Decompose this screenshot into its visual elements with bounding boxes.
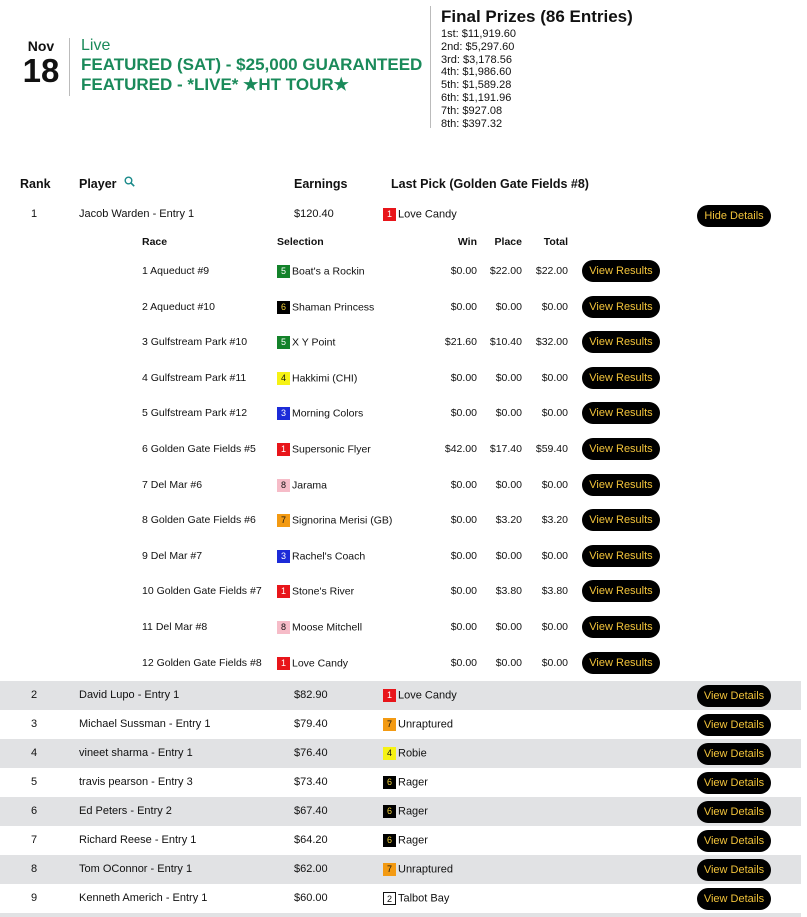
place-value: $0.00 [495,371,522,384]
place-value: $22.00 [489,265,522,277]
post-number-badge: 7 [383,863,396,876]
race-name: 1 Aqueduct #9 [142,265,210,277]
row-last-pick [383,834,428,847]
race-detail-row [0,296,801,318]
race-detail-row [0,438,801,460]
hide-details-button[interactable]: Hide Details [697,205,771,227]
selection [277,336,335,349]
view-details-button[interactable]: View Details [697,743,771,765]
row-player[interactable]: Tom OConnor - Entry 1 [79,863,193,875]
race-name: 6 Golden Gate Fields #5 [142,443,256,455]
post-number-badge: 1 [277,657,290,670]
view-results-button[interactable]: View Results [582,367,660,389]
pick-name: Robie [398,747,427,760]
race-detail-row [0,580,801,602]
race-detail-row [0,652,801,674]
row-last-pick [383,863,453,876]
pick-name: Talbot Bay [398,892,450,905]
selection-name: Jarama [292,478,328,491]
selection [277,657,348,670]
table-row [0,855,801,884]
view-results-button[interactable]: View Results [582,652,660,674]
selection [277,443,371,456]
table-row [0,710,801,739]
row-last-pick [383,718,453,731]
selection-header: Selection [277,236,324,248]
place-value: $0.00 [495,549,522,562]
view-details-button[interactable]: View Details [697,801,771,823]
row-rank: 6 [31,805,38,817]
win-value: $0.00 [450,585,477,598]
place-value: $3.80 [495,585,522,598]
player-header-label: Player [79,177,117,191]
race-header: Race [142,236,168,248]
win-header: Win [457,236,477,248]
total-value: $0.00 [541,549,568,562]
place-value: $17.40 [489,443,522,455]
row-earnings: $62.00 [294,863,328,875]
total-value: $59.40 [535,443,568,455]
post-number-badge: 5 [277,336,290,349]
selection [277,265,365,278]
row-last-pick [383,805,428,818]
row-earnings: $82.90 [294,689,328,701]
row-player[interactable]: Jacob Warden - Entry 1 [79,208,195,220]
row-earnings: $79.40 [294,718,328,730]
selection-name: Rachel's Coach [292,550,366,563]
row-rank: 3 [31,718,38,730]
table-row [0,797,801,826]
place-value: $10.40 [489,336,522,349]
row-rank: 5 [31,776,38,788]
place-value: $0.00 [495,478,522,491]
row-last-pick [383,892,449,905]
selection-name: Signorina Merisi (GB) [292,514,393,527]
post-number-badge: 7 [277,514,290,527]
prize-item: 1st: $11,919.60 [441,28,517,40]
race-name: 12 Golden Gate Fields #8 [142,656,262,669]
selection [277,372,357,385]
row-earnings: $60.00 [294,892,328,904]
win-value: $0.00 [450,656,477,669]
selection-name: Stone's River [292,585,355,598]
total-value: $0.00 [541,371,568,384]
place-value: $0.00 [495,656,522,669]
row-player[interactable]: vineet sharma - Entry 1 [79,747,193,759]
selection [277,407,363,420]
view-details-button[interactable]: View Details [697,830,771,852]
row-earnings: $120.40 [294,208,334,220]
pick-name: Love Candy [398,689,457,702]
race-name: 10 Golden Gate Fields #7 [142,585,262,598]
post-number-badge: 1 [383,689,396,702]
selection-name: Moose Mitchell [292,621,363,634]
row-player[interactable]: David Lupo - Entry 1 [79,689,180,701]
race-detail-row [0,402,801,424]
place-value: $0.00 [495,407,522,420]
prize-item: 6th: $1,191.96 [441,91,512,104]
post-number-badge: 3 [277,407,290,420]
prize-list [441,28,633,130]
selection [277,621,362,634]
race-name: 4 Gulfstream Park #11 [142,371,247,384]
table-row-expanded [0,205,801,225]
prizes-heading: Final Prizes (86 Entries) [441,7,633,26]
win-value: $0.00 [450,300,477,313]
race-name: 3 Gulfstream Park #10 [142,336,248,349]
row-rank: 1 [31,208,38,220]
post-number-badge: 8 [277,479,290,492]
table-row [0,913,801,917]
table-row [0,768,801,797]
row-last-pick [383,208,457,221]
win-value: $0.00 [450,514,477,527]
total-value: $0.00 [541,621,568,633]
selection [277,585,354,598]
table-row [0,681,801,710]
details-header [0,236,801,250]
row-earnings: $76.40 [294,747,328,759]
table-row [0,884,801,913]
total-value: $0.00 [541,656,568,669]
race-detail-row [0,474,801,496]
row-player[interactable]: travis pearson - Entry 3 [79,776,193,788]
event-status: Live [81,37,111,54]
selection-name: Supersonic Flyer [292,443,371,456]
selection-name: Shaman Princess [292,300,375,313]
row-player[interactable]: Ed Peters - Entry 2 [79,805,172,817]
total-value: $0.00 [541,300,568,313]
win-value: $21.60 [444,336,477,349]
row-rank: 2 [31,689,38,701]
post-number-badge: 6 [277,301,290,314]
selection-name: Love Candy [292,656,349,669]
table-row [0,739,801,768]
post-number-badge: 4 [383,747,396,760]
event-date [20,38,62,88]
row-player[interactable]: Kenneth Americh - Entry 1 [79,892,208,904]
pick-name: Rager [398,805,428,818]
selection [277,301,374,314]
post-number-badge: 4 [277,372,290,385]
row-earnings: $67.40 [294,805,328,817]
post-number-badge: 1 [383,208,396,221]
row-earnings: $64.20 [294,834,328,846]
view-results-button[interactable]: View Results [582,474,660,496]
race-detail-row [0,260,801,282]
post-number-badge: 6 [383,776,396,789]
race-name: 11 Del Mar #8 [142,621,208,633]
race-detail-row [0,509,801,531]
race-detail-row [0,331,801,353]
view-results-button[interactable]: View Results [582,509,660,531]
post-number-badge: 8 [277,621,290,634]
prize-item: 8th: $397.32 [441,117,503,130]
row-last-pick [383,689,457,702]
prize-item: 4th: $1,986.60 [441,66,512,79]
row-rank: 7 [31,834,38,846]
search-icon[interactable] [124,176,135,190]
view-details-button[interactable]: View Details [697,888,771,910]
row-player[interactable]: Michael Sussman - Entry 1 [79,718,211,730]
earnings-header: Earnings [294,177,348,191]
race-detail-row [0,545,801,567]
race-name: 8 Golden Gate Fields #6 [142,514,256,527]
post-number-badge: 7 [383,718,396,731]
total-value: $0.00 [541,407,568,420]
win-value: $0.00 [450,621,477,633]
win-value: $42.00 [444,443,477,455]
post-number-badge: 2 [383,892,396,905]
place-value: $0.00 [495,621,522,633]
event-title-block [81,37,422,95]
row-last-pick [383,776,428,789]
divider [430,6,431,128]
row-player[interactable]: Richard Reese - Entry 1 [79,834,197,846]
total-value: $0.00 [541,478,568,491]
view-details-button[interactable]: View Details [697,772,771,794]
event-subtitle: FEATURED - *LIVE* ★HT TOUR★ [81,75,349,94]
selection [277,514,392,527]
total-value: $3.20 [541,514,568,527]
selection-name: Boat's a Rockin [292,265,365,278]
prize-item: 3rd: $3,178.56 [441,53,512,66]
post-number-badge: 3 [277,550,290,563]
post-number-badge: 6 [383,805,396,818]
table-row [0,826,801,855]
win-value: $0.00 [450,265,477,277]
event-month: Nov [27,38,55,54]
row-rank: 9 [31,892,38,904]
row-rank: 8 [31,863,38,875]
divider [69,38,70,96]
race-name: 5 Gulfstream Park #12 [142,407,248,420]
view-details-button[interactable]: View Details [697,685,771,707]
row-rank: 4 [31,747,38,759]
race-name: 7 Del Mar #6 [142,478,203,491]
view-details-button[interactable]: View Details [697,714,771,736]
event-title: FEATURED (SAT) - $25,000 GUARANTEED [81,55,423,74]
selection [277,550,365,563]
pick-name: Rager [398,776,428,789]
place-value: $3.20 [495,514,522,527]
pick-name: Love Candy [398,208,457,221]
place-header: Place [494,236,522,248]
win-value: $0.00 [450,478,477,491]
rank-header: Rank [20,177,51,191]
view-results-button[interactable]: View Results [582,260,660,282]
event-day: 18 [22,52,60,89]
view-results-button[interactable]: View Results [582,580,660,602]
pick-name: Rager [398,834,428,847]
view-results-button[interactable]: View Results [582,402,660,424]
post-number-badge: 1 [277,585,290,598]
win-value: $0.00 [450,549,477,562]
view-details-button[interactable]: View Details [697,859,771,881]
race-name: 9 Del Mar #7 [142,549,203,562]
total-value: $3.80 [541,585,568,598]
view-results-button[interactable]: View Results [582,616,660,638]
selection-name: X Y Point [292,336,336,349]
prize-item: 7th: $927.08 [441,104,503,117]
win-value: $0.00 [450,371,477,384]
pick-name: Unraptured [398,718,454,731]
player-header [79,177,135,191]
race-detail-row [0,367,801,389]
race-detail-row [0,616,801,638]
total-value: $22.00 [535,265,568,277]
view-results-button[interactable]: View Results [582,296,660,318]
post-number-badge: 5 [277,265,290,278]
place-value: $0.00 [495,300,522,313]
selection-name: Hakkimi (CHI) [292,372,358,385]
prize-item: 5th: $1,589.28 [441,79,512,92]
selection-name: Morning Colors [292,407,364,420]
total-value: $32.00 [535,336,568,349]
view-results-button[interactable]: View Results [582,545,660,567]
view-results-button[interactable]: View Results [582,331,660,353]
race-name: 2 Aqueduct #10 [142,300,215,313]
row-last-pick [383,747,427,760]
selection [277,479,327,492]
prize-item: 2nd: $5,297.60 [441,40,515,53]
last-pick-header: Last Pick (Golden Gate Fields #8) [391,177,589,191]
prizes-panel [441,7,633,130]
row-earnings: $73.40 [294,776,328,788]
pick-name: Unraptured [398,863,454,876]
win-value: $0.00 [450,407,477,420]
total-header: Total [543,236,568,248]
post-number-badge: 6 [383,834,396,847]
post-number-badge: 1 [277,443,290,456]
view-results-button[interactable]: View Results [582,438,660,460]
